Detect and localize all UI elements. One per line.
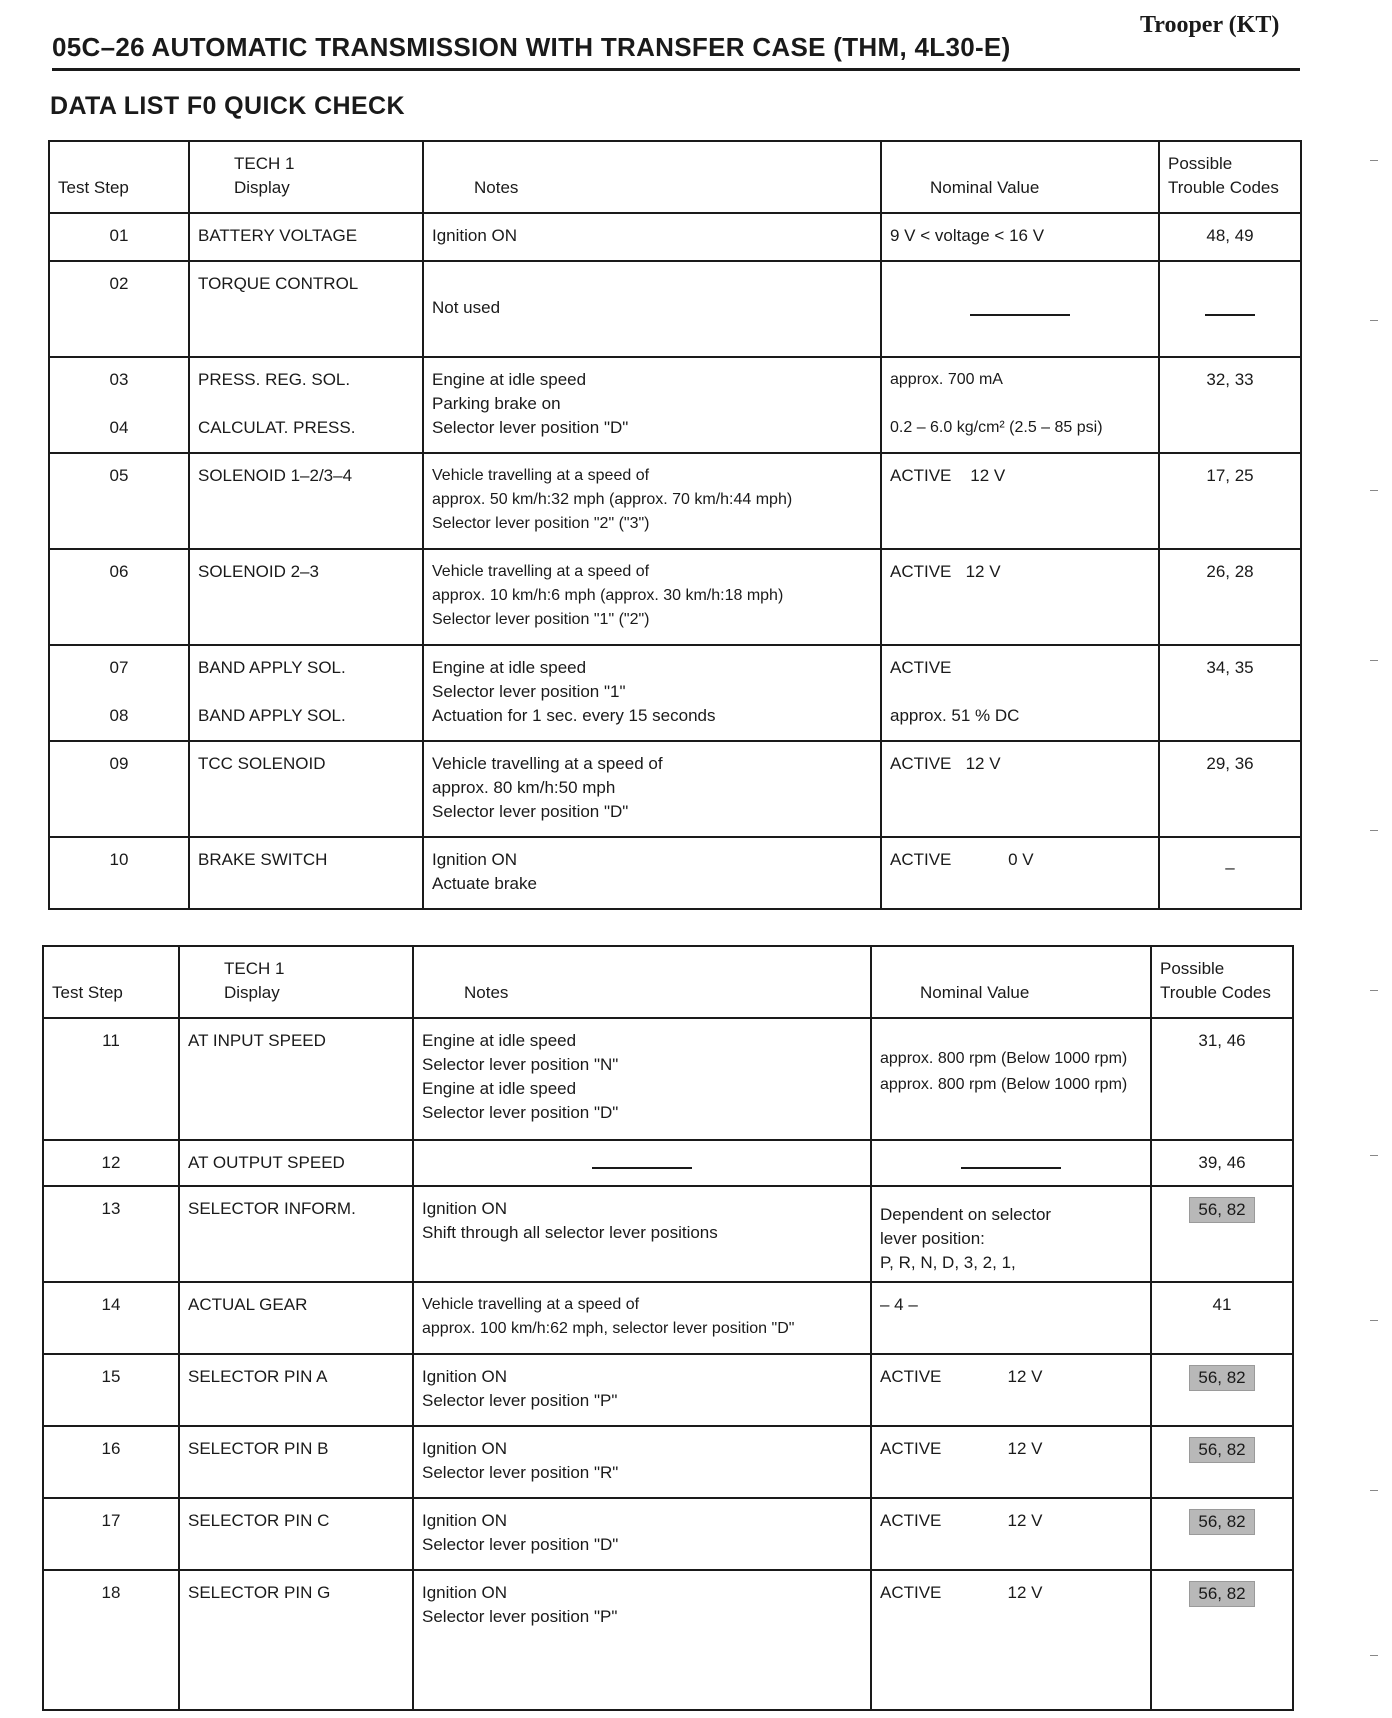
nominal-value	[881, 837, 1159, 909]
nominal-line: ACTIVE 0 V	[890, 850, 1034, 869]
nominal-value	[871, 1498, 1151, 1570]
notes-line: Selector lever position "D"	[432, 418, 629, 437]
tech1-display: SELECTOR INFORM.	[179, 1186, 413, 1282]
test-step	[49, 645, 189, 741]
table-row	[43, 1018, 1293, 1140]
notes-line: Ignition ON	[422, 1583, 508, 1602]
nominal-line: P, R, N, D, 3, 2, 1,	[880, 1253, 1016, 1272]
notes-line: Selector lever position "P"	[422, 1607, 618, 1626]
trouble-codes	[1151, 1498, 1293, 1570]
step-line: 04	[109, 418, 129, 437]
brand-label: Trooper (KT)	[1140, 12, 1280, 38]
notes-line: approx. 80 km/h:50 mph	[432, 778, 616, 797]
test-step: 14	[43, 1282, 179, 1354]
header-display-line: Display	[234, 178, 290, 197]
notes-line: approx. 100 km/h:62 mph, selector lever position "D"	[422, 1320, 795, 1337]
nominal-value	[871, 1570, 1151, 1710]
margin-tick	[1370, 160, 1378, 161]
notes	[413, 1140, 871, 1186]
tech1-display: SELECTOR PIN G	[179, 1570, 413, 1710]
tech1-display: SELECTOR PIN B	[179, 1426, 413, 1498]
trouble-codes	[1151, 1426, 1293, 1498]
tech1-display: SELECTOR PIN C	[179, 1498, 413, 1570]
header-nominal: Nominal Value	[871, 946, 1151, 1018]
trouble-codes: 41	[1151, 1282, 1293, 1354]
trouble-codes	[1151, 1354, 1293, 1426]
notes-line: Ignition ON	[422, 1367, 508, 1386]
trouble-codes: –	[1159, 837, 1301, 909]
notes-line: Selector lever position "2" ("3")	[432, 515, 650, 532]
header-display-line: TECH 1	[224, 959, 285, 978]
notes: Ignition ON	[423, 213, 881, 261]
notes-line: Engine at idle speed	[422, 1079, 577, 1098]
notes-line: Vehicle travelling at a speed of	[432, 754, 663, 773]
test-step: 13	[43, 1186, 179, 1282]
tech1-display: AT INPUT SPEED	[179, 1018, 413, 1140]
nominal-value: – 4 –	[871, 1282, 1151, 1354]
trouble-codes: 17, 25	[1159, 453, 1301, 549]
nominal-value	[881, 645, 1159, 741]
trouble-codes: 29, 36	[1159, 741, 1301, 837]
table-row	[43, 1140, 1293, 1186]
highlighted-code: 56, 82	[1189, 1197, 1254, 1223]
margin-tick	[1370, 990, 1378, 991]
highlighted-code: 56, 82	[1189, 1581, 1254, 1607]
notes-line: Engine at idle speed	[432, 370, 587, 389]
nominal-line: Dependent on selector	[880, 1205, 1052, 1224]
nominal-line: lever position:	[880, 1229, 985, 1248]
header-codes	[1159, 141, 1301, 213]
notes	[423, 645, 881, 741]
header-codes-line: Possible	[1160, 959, 1225, 978]
table-row	[49, 645, 1301, 741]
tech1-display: SOLENOID 1–2/3–4	[189, 453, 423, 549]
tech1-display	[189, 357, 423, 453]
header-codes-line: Trouble Codes	[1160, 983, 1271, 1002]
tech1-display: TORQUE CONTROL	[189, 261, 423, 357]
nominal-value	[871, 1186, 1151, 1282]
nominal-line: approx. 700 mA	[890, 371, 1003, 388]
trouble-codes: 34, 35	[1159, 645, 1301, 741]
notes-line: Selector lever position "D"	[432, 802, 629, 821]
nominal-line: approx. 800 rpm (Below 1000 rpm)	[880, 1050, 1128, 1067]
table-row	[43, 1186, 1293, 1282]
test-step: 05	[49, 453, 189, 549]
notes-line: Selector lever position "N"	[422, 1055, 619, 1074]
page-title: DATA LIST F0 QUICK CHECK	[50, 92, 405, 120]
quick-check-table-1	[48, 140, 1302, 910]
notes-line: Ignition ON	[432, 850, 518, 869]
header-notes: Notes	[423, 141, 881, 213]
test-step: 10	[49, 837, 189, 909]
trouble-codes	[1159, 261, 1301, 357]
table-row	[43, 1498, 1293, 1570]
test-step: 18	[43, 1570, 179, 1710]
notes	[413, 1186, 871, 1282]
nominal-line: ACTIVE 12 V	[880, 1367, 1043, 1386]
not-applicable-dash	[1205, 314, 1255, 316]
tech1-display: BRAKE SWITCH	[189, 837, 423, 909]
notes-line: Selector lever position "D"	[422, 1535, 619, 1554]
header-display-line: TECH 1	[234, 154, 295, 173]
header-test-step: Test Step	[43, 946, 179, 1018]
notes-line: Actuation for 1 sec. every 15 seconds	[432, 706, 716, 725]
tech1-display: AT OUTPUT SPEED	[179, 1140, 413, 1186]
display-line: PRESS. REG. SOL.	[198, 370, 351, 389]
margin-tick	[1370, 660, 1378, 661]
nominal-value	[871, 1140, 1151, 1186]
nominal-line: approx. 51 % DC	[890, 706, 1020, 725]
nominal-value	[881, 357, 1159, 453]
nominal-value	[881, 261, 1159, 357]
notes	[423, 261, 881, 357]
notes-line: Vehicle travelling at a speed of	[432, 563, 650, 580]
test-step: 16	[43, 1426, 179, 1498]
nominal-value	[881, 741, 1159, 837]
tech1-display: SELECTOR PIN A	[179, 1354, 413, 1426]
header-rule	[52, 68, 1300, 71]
notes-line: Selector lever position "D"	[422, 1103, 619, 1122]
nominal-line: ACTIVE 12 V	[880, 1511, 1043, 1530]
display-line: CALCULAT. PRESS.	[198, 418, 356, 437]
notes-line: Vehicle travelling at a speed of	[422, 1296, 640, 1313]
table-row	[49, 357, 1301, 453]
nominal-line: ACTIVE 12 V	[880, 1439, 1043, 1458]
nominal-line: ACTIVE 12 V	[890, 562, 1001, 581]
nominal-value	[871, 1354, 1151, 1426]
nominal-line: ACTIVE 12 V	[890, 754, 1001, 773]
table-header-row	[49, 141, 1301, 213]
nominal-value	[881, 453, 1159, 549]
header-codes	[1151, 946, 1293, 1018]
trouble-codes: 26, 28	[1159, 549, 1301, 645]
notes-line: approx. 10 km/h:6 mph (approx. 30 km/h:18 mph)	[432, 587, 784, 604]
display-line: BAND APPLY SOL.	[198, 658, 346, 677]
tech1-display: SOLENOID 2–3	[189, 549, 423, 645]
header-display-line: Display	[224, 983, 280, 1002]
notes-line: Shift through all selector lever positions	[422, 1223, 718, 1242]
notes-line: Parking brake on	[432, 394, 561, 413]
test-step: 15	[43, 1354, 179, 1426]
notes	[423, 741, 881, 837]
test-step: 12	[43, 1140, 179, 1186]
nominal-line: 0.2 – 6.0 kg/cm² (2.5 – 85 psi)	[890, 419, 1103, 436]
table-row	[49, 837, 1301, 909]
test-step: 02	[49, 261, 189, 357]
notes-line: Ignition ON	[422, 1439, 508, 1458]
test-step: 06	[49, 549, 189, 645]
section-header: 05C–26 AUTOMATIC TRANSMISSION WITH TRANSFER CASE (THM, 4L30-E)	[52, 32, 1011, 62]
not-applicable-dash	[970, 314, 1070, 316]
trouble-codes: 32, 33	[1159, 357, 1301, 453]
table-row	[43, 1354, 1293, 1426]
notes	[423, 357, 881, 453]
highlighted-code: 56, 82	[1189, 1365, 1254, 1391]
table-row	[49, 741, 1301, 837]
header-codes-line: Possible	[1168, 154, 1233, 173]
table-row	[49, 213, 1301, 261]
test-step: 09	[49, 741, 189, 837]
step-line: 03	[109, 370, 129, 389]
table-row	[43, 1570, 1293, 1710]
notes-line: Selector lever position "R"	[422, 1463, 619, 1482]
trouble-codes	[1151, 1570, 1293, 1710]
notes-line: Ignition ON	[422, 1199, 508, 1218]
margin-tick	[1370, 1155, 1378, 1156]
notes-line: Ignition ON	[422, 1511, 508, 1530]
notes-line: Selector lever position "P"	[422, 1391, 618, 1410]
nominal-line: ACTIVE 12 V	[890, 466, 1006, 485]
notes-line: Engine at idle speed	[432, 658, 587, 677]
test-step	[49, 357, 189, 453]
nominal-value: 9 V < voltage < 16 V	[881, 213, 1159, 261]
not-applicable-dash	[592, 1167, 692, 1169]
notes-line: Actuate brake	[432, 874, 537, 893]
header-notes: Notes	[413, 946, 871, 1018]
tech1-display: TCC SOLENOID	[189, 741, 423, 837]
test-step: 11	[43, 1018, 179, 1140]
notes	[423, 549, 881, 645]
notes	[413, 1426, 871, 1498]
step-line: 07	[109, 658, 129, 677]
notes	[413, 1498, 871, 1570]
highlighted-code: 56, 82	[1189, 1437, 1254, 1463]
nominal-line: ACTIVE	[890, 658, 952, 677]
notes	[413, 1570, 871, 1710]
highlighted-code: 56, 82	[1189, 1509, 1254, 1535]
notes	[423, 453, 881, 549]
header-display	[189, 141, 423, 213]
notes	[413, 1282, 871, 1354]
table-row	[49, 453, 1301, 549]
margin-tick	[1370, 1490, 1378, 1491]
test-step: 01	[49, 213, 189, 261]
margin-tick	[1370, 830, 1378, 831]
nominal-line: approx. 800 rpm (Below 1000 rpm)	[880, 1076, 1128, 1093]
notes-line: Selector lever position "1" ("2")	[432, 611, 650, 628]
notes	[423, 837, 881, 909]
display-line: BAND APPLY SOL.	[198, 706, 346, 725]
trouble-codes: 39, 46	[1151, 1140, 1293, 1186]
header-nominal: Nominal Value	[881, 141, 1159, 213]
nominal-value	[871, 1018, 1151, 1140]
margin-tick	[1370, 490, 1378, 491]
notes	[413, 1354, 871, 1426]
table-row	[43, 1426, 1293, 1498]
notes-line: approx. 50 km/h:32 mph (approx. 70 km/h:44 mph)	[432, 491, 793, 508]
margin-tick	[1370, 320, 1378, 321]
table-row	[43, 1282, 1293, 1354]
tech1-display: ACTUAL GEAR	[179, 1282, 413, 1354]
header-test-step: Test Step	[49, 141, 189, 213]
trouble-codes	[1151, 1186, 1293, 1282]
notes	[413, 1018, 871, 1140]
notes-line: Not used	[432, 298, 501, 317]
margin-tick	[1370, 1655, 1378, 1656]
margin-tick	[1370, 1320, 1378, 1321]
table-row	[49, 549, 1301, 645]
not-applicable-dash	[961, 1167, 1061, 1169]
tech1-display	[189, 645, 423, 741]
trouble-codes: 31, 46	[1151, 1018, 1293, 1140]
nominal-value	[871, 1426, 1151, 1498]
header-display	[179, 946, 413, 1018]
tech1-display: BATTERY VOLTAGE	[189, 213, 423, 261]
nominal-value	[881, 549, 1159, 645]
trouble-codes: 48, 49	[1159, 213, 1301, 261]
notes-line: Engine at idle speed	[422, 1031, 577, 1050]
notes-line: Selector lever position "1"	[432, 682, 626, 701]
nominal-line: ACTIVE 12 V	[880, 1583, 1043, 1602]
quick-check-table-2	[42, 945, 1294, 1711]
step-line: 08	[109, 706, 129, 725]
table-row	[49, 261, 1301, 357]
notes-line: Vehicle travelling at a speed of	[432, 467, 650, 484]
table-header-row	[43, 946, 1293, 1018]
test-step: 17	[43, 1498, 179, 1570]
header-codes-line: Trouble Codes	[1168, 178, 1279, 197]
